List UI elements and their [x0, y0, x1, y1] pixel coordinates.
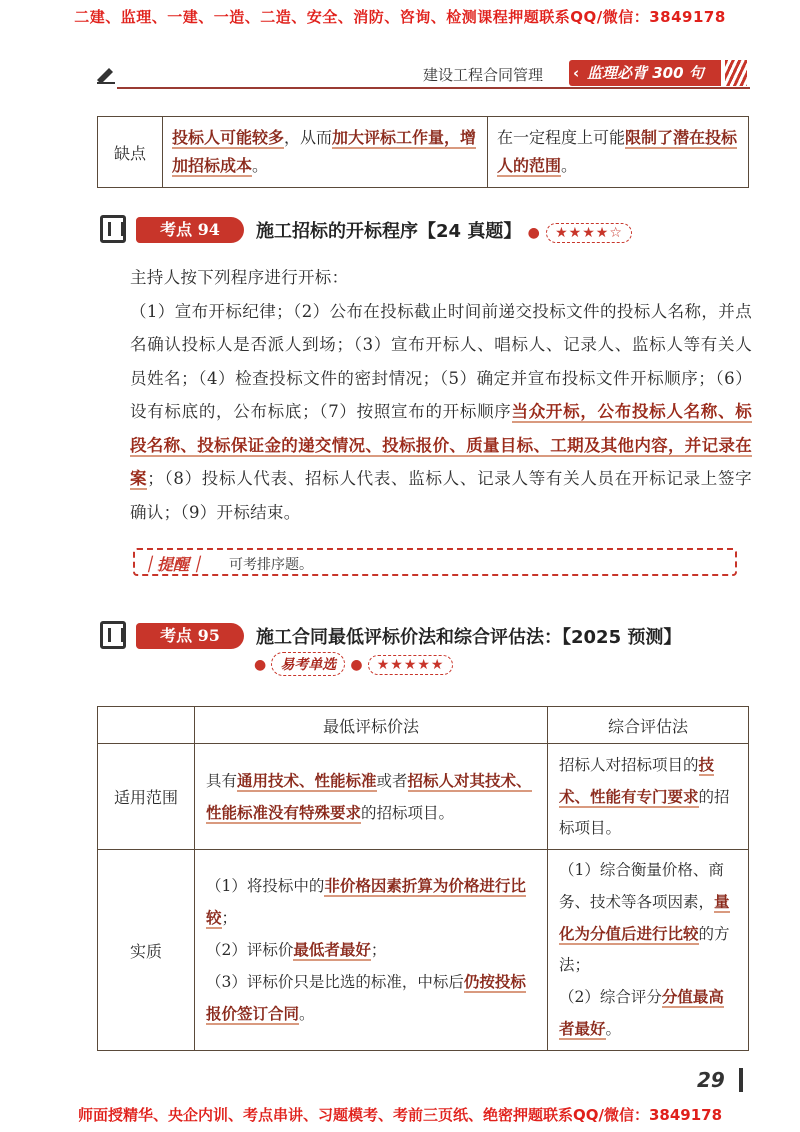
table-cell — [163, 117, 488, 188]
table-cell — [195, 850, 548, 1051]
header-rule — [117, 87, 750, 89]
highlight-text: 限制了潜在投标人的范围 — [497, 128, 738, 175]
highlight-text: 加大评标工作量，增加招标成本 — [172, 128, 477, 175]
section-95-header — [100, 619, 760, 653]
highlight-text: 招标人对其技术、性能标准没有特殊要求 — [206, 770, 532, 822]
comparison-table — [97, 706, 749, 1051]
dot-icon: ● — [527, 225, 540, 241]
section-badge: 考点 95 — [136, 623, 244, 649]
page-header — [95, 60, 750, 92]
section-title: 施工合同最低评标价法和综合评估法：【2025 预测】 — [256, 627, 682, 648]
intro-line: 主持人按下列程序进行开标： — [130, 268, 349, 287]
cell-text: 。 — [561, 156, 578, 175]
row-label: 适用范围 — [98, 744, 195, 850]
procedure-paragraph — [130, 295, 752, 530]
column-header — [98, 707, 195, 744]
highlight-text: 技术、性能有专门要求 — [559, 755, 715, 806]
highlight-text: 通用技术、性能标准 — [237, 770, 377, 790]
highlight-text: 当众开标，公布投标人名称、标段名称、投标保证金的递交情况、投标报价、质量目标、工期及其他内容，并记录在案 — [130, 402, 753, 488]
table-header-row — [98, 707, 749, 744]
cell-text: ，从而 — [284, 128, 333, 147]
table-cell — [488, 117, 749, 188]
column-header: 最低评标价法 — [195, 707, 548, 744]
reminder-text: 可考排序题。 — [229, 557, 313, 573]
row-label: 缺点 — [98, 117, 163, 188]
list-item: （1）将投标中的非价格因素折算为价格进行比较； — [206, 876, 526, 927]
column-header: 综合评估法 — [548, 707, 749, 744]
cell-text: 或者 — [376, 771, 408, 790]
star-rating: ★★★★☆ — [546, 223, 632, 243]
page-number-bar — [739, 1068, 743, 1092]
list-item: （2）评标价最低者最好； — [206, 940, 387, 959]
cell-text: 在一定程度上可能 — [497, 128, 626, 147]
page-number: 29 — [697, 1068, 725, 1092]
dot-icon: ● — [350, 657, 363, 673]
highlight-text: 投标人可能较多 — [172, 128, 285, 147]
chevron-left-icon: ‹ — [573, 64, 580, 82]
series-tag — [569, 60, 721, 86]
table-row — [98, 850, 749, 1051]
table-cell — [548, 744, 749, 850]
section-badge: 考点 94 — [136, 217, 244, 243]
book-icon — [100, 215, 126, 243]
bottom-promo-banner: 师面授精华、央企内训、考点串讲、习题模考、考前三页纸、绝密押题联系QQ/微信：3849178 — [77, 1106, 723, 1124]
pen-icon — [95, 66, 117, 84]
paragraph-text: ；（8）投标人代表、招标人代表、监标人、记录人等有关人员在开标记录上签字确认；（9）开标结束。 — [130, 469, 752, 522]
disadvantage-table — [97, 116, 749, 188]
decorative-stripes — [725, 60, 747, 86]
cell-text: 。 — [252, 156, 269, 175]
cell-text: 招标人对招标项目的 — [559, 756, 699, 774]
star-rating: ★★★★★ — [368, 655, 454, 675]
section-94-body — [130, 261, 752, 529]
paragraph-text: （1）宣布开标纪律；（2）公布在投标截止时间前递交投标文件的投标人名称，并点名确认投标人是否派人到场；（3）宣布开标人、唱标人、记录人、监标人等有关人员姓名；（4）检查投标文件的密封情况；（5）确定并宣布投标文件开标顺序；（6）设有标底的，公布标底；（7）按照宣布的开标顺序 — [130, 301, 752, 421]
exam-tag: 易考单选 — [271, 652, 345, 676]
cell-text: 具有 — [206, 771, 238, 790]
book-icon — [100, 621, 126, 649]
dot-icon: ● — [254, 657, 267, 673]
table-cell — [548, 850, 749, 1051]
section-95-tags — [254, 652, 453, 676]
section-94-header — [100, 213, 700, 247]
table-row — [98, 744, 749, 850]
section-title — [256, 217, 632, 243]
list-item: （2）综合评分分值最高者最好。 — [559, 987, 724, 1038]
list-item: （3）评标价只是比选的标准，中标后仍按投标报价签订合同。 — [206, 972, 526, 1023]
table-row — [98, 117, 749, 188]
list-item: （1）综合衡量价格、商务、技术等各项因素，量化为分值后进行比较的方法； — [559, 861, 730, 974]
section-title-text: 施工招标的开标程序【24 真题】 — [256, 221, 522, 242]
reminder-tag: ｜提醒｜ — [141, 555, 206, 574]
top-promo-banner: 二建、监理、一建、一造、二造、安全、消防、咨询、检测课程押题联系QQ/微信：3849178 — [74, 8, 726, 26]
series-label: 监理必背 300 句 — [587, 64, 704, 82]
reminder-box — [133, 548, 737, 576]
row-label: 实质 — [98, 850, 195, 1051]
chapter-title: 建设工程合同管理 — [423, 66, 544, 84]
cell-text: 的招标项目。 — [559, 788, 730, 837]
cell-text: 的招标项目。 — [361, 803, 455, 822]
table-cell — [195, 744, 548, 850]
